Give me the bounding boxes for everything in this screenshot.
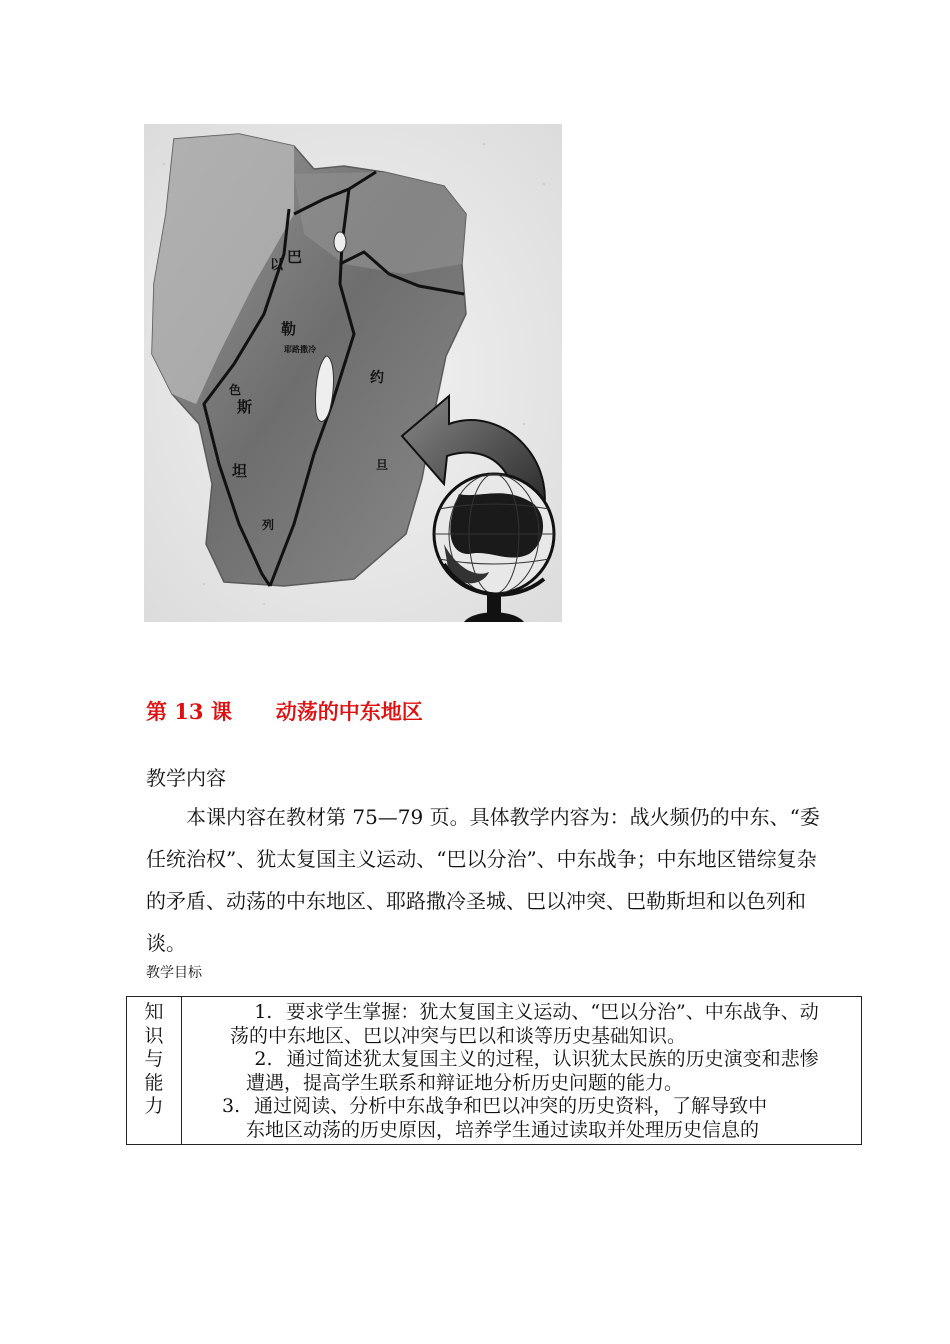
map-label-si: 斯 bbox=[237, 398, 253, 416]
category-char: 识 bbox=[144, 1024, 164, 1047]
objective-continuation: 东地区动荡的历史原因，培养学生通过读取并处理历史信息的 bbox=[246, 1118, 760, 1141]
lesson-name: 动荡的中东地区 bbox=[275, 699, 423, 724]
map-label-jerusalem: 耶路撒冷 bbox=[284, 345, 316, 354]
lesson-title bbox=[146, 696, 423, 726]
map-label-tan: 坦 bbox=[232, 462, 248, 480]
map-svg bbox=[144, 124, 562, 622]
objective-continuation: 荡的中东地区、巴以冲突与巴以和谈等历史基础知识。 bbox=[230, 1024, 687, 1047]
objective-text: 要求学生掌握：犹太复国主义运动、“巴以分治”、中东战争、动 bbox=[286, 1001, 819, 1023]
objective-number: 2. bbox=[254, 1048, 273, 1070]
objective-item-2 bbox=[222, 1048, 851, 1072]
objective-text: 通过阅读、分析中东战争和巴以冲突的历史资料，了解导致中 bbox=[254, 1095, 768, 1117]
map-label-yue: 约 bbox=[370, 370, 384, 386]
map-label-dan: 旦 bbox=[376, 458, 389, 472]
category-char: 与 bbox=[144, 1048, 164, 1070]
category-cell bbox=[127, 997, 182, 1145]
objective-number: 1. bbox=[254, 1001, 273, 1023]
objective-item-3 bbox=[222, 1095, 851, 1119]
map-label-ba: 巴 bbox=[287, 248, 303, 266]
teaching-goals-heading: 教学目标 bbox=[146, 965, 202, 981]
category-char: 知 bbox=[144, 1001, 164, 1023]
lesson-number: 第 13 课 bbox=[146, 699, 232, 724]
map-label-le: 勒 bbox=[281, 320, 297, 338]
objective-number: 3. bbox=[222, 1095, 241, 1117]
map-label-se: 色 bbox=[229, 383, 242, 397]
teaching-goals-table bbox=[126, 996, 862, 1145]
category-char: 力 bbox=[144, 1095, 164, 1117]
objectives-cell bbox=[182, 997, 862, 1145]
map-label-yi: 以 bbox=[270, 258, 284, 273]
objective-continuation: 遭遇，提高学生联系和辩证地分析历史问题的能力。 bbox=[246, 1071, 684, 1094]
teaching-content-paragraph: 本课内容在教材第 75—79 页。具体教学内容为：战火频仍的中东、“委任统治权”、犹太复国主义运动、“巴以分治”、中东战争；中东地区错综复杂的矛盾、动荡的中东地区、耶路撒冷圣城、巴以冲突、巴勒斯坦和以色列和谈。 bbox=[146, 805, 820, 955]
sea-of-galilee bbox=[334, 232, 346, 252]
map-label-lie: 列 bbox=[262, 518, 275, 532]
teaching-content-heading: 教学内容 bbox=[146, 766, 226, 790]
map-illustration bbox=[144, 124, 562, 622]
category-char: 能 bbox=[144, 1071, 164, 1094]
table-row bbox=[127, 997, 862, 1145]
objective-text: 通过简述犹太复国主义的过程，认识犹太民族的历史演变和悲惨 bbox=[286, 1048, 819, 1070]
objective-item-1 bbox=[222, 1001, 851, 1025]
